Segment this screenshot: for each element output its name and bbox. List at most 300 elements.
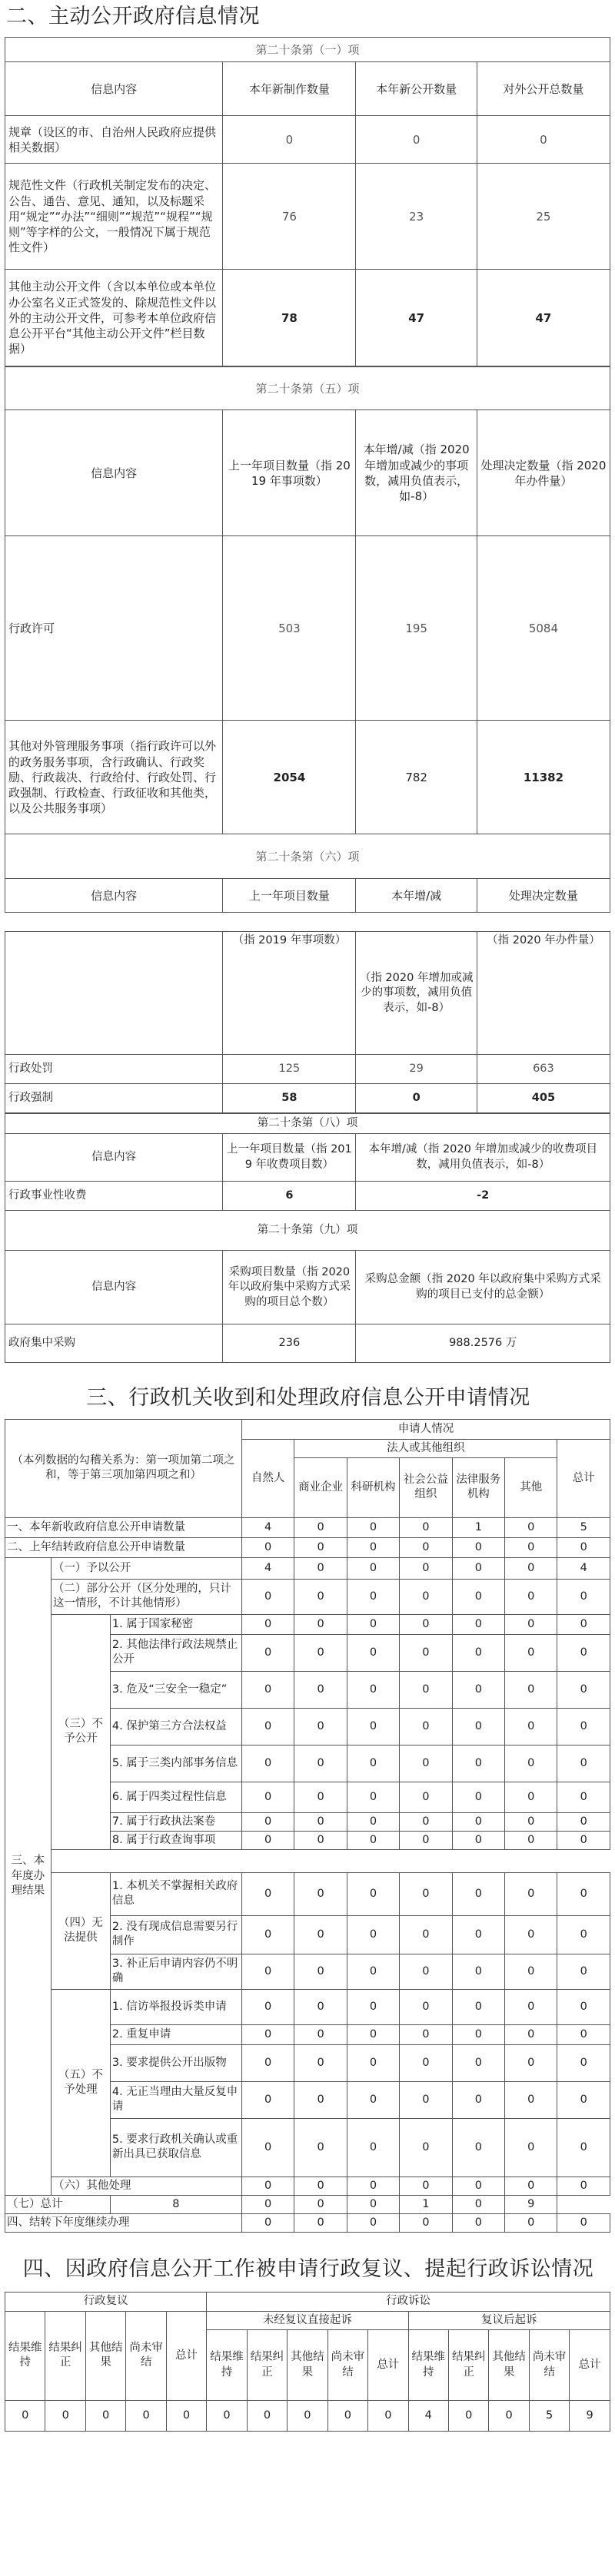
cell-value: 0 <box>400 1708 452 1745</box>
cell-value: 0 <box>452 2177 504 2195</box>
cell-value: 0 <box>400 2118 452 2177</box>
cell-value: 47 <box>477 270 610 366</box>
cell-value: 0 <box>452 2081 504 2118</box>
cell-value: 0 <box>505 2213 557 2232</box>
cell-value: 0 <box>477 116 610 164</box>
cell-value: 0 <box>557 1745 610 1782</box>
col-header: 本年新制作数量 <box>223 62 356 116</box>
cell-value: 0 <box>400 1517 452 1537</box>
review-sub-header: 结果维持 <box>5 2311 45 2401</box>
cell-value: 0 <box>241 1634 294 1671</box>
cell-value: 0 <box>241 2213 294 2232</box>
cell-value: 0 <box>557 1782 610 1812</box>
cell-value: 0 <box>505 1634 557 1671</box>
cell-value: 0 <box>452 1872 504 1915</box>
row-label: 6. 属于四类过程性信息 <box>110 1782 241 1812</box>
row-label: 3. 补正后申请内容仍不明确 <box>110 1954 241 1989</box>
cell-value: 0 <box>294 1579 347 1614</box>
cell-value: 0 <box>557 1634 610 1671</box>
after-review-header: 复议后起诉 <box>408 2311 610 2330</box>
review-sub-header: 结果纠正 <box>45 2311 85 2401</box>
cell-value: 0 <box>505 1614 557 1634</box>
col-header: 处理决定数量（指 2020 年办件量） <box>477 410 610 536</box>
cell-value: 0 <box>505 1915 557 1954</box>
cell-value: 23 <box>356 164 477 270</box>
lit-sub-header: 结果纠正 <box>247 2330 287 2401</box>
cell-value: 0 <box>347 1831 399 1849</box>
cell-value: 0 <box>241 2081 294 2118</box>
cell-value: 0 <box>557 2177 610 2195</box>
lit-sub-header: 尚未审结 <box>529 2330 569 2401</box>
cell-value: 0 <box>452 1537 504 1557</box>
cell-value: 125 <box>223 1055 356 1084</box>
cell-value: 0 <box>452 2044 504 2081</box>
cell-value: 0 <box>347 1614 399 1634</box>
cell-value: 1 <box>400 2195 452 2213</box>
cell-value: 0 <box>247 2401 287 2432</box>
nodisc-group-label: （三）不予公开 <box>51 1614 110 1849</box>
cell-value: 0 <box>356 1084 477 1113</box>
cell-value: 0 <box>241 1915 294 1954</box>
cell-value: 0 <box>294 2024 347 2044</box>
cell-value: 0 <box>557 1614 610 1634</box>
carry-next-year-row <box>5 2213 610 2232</box>
lit-sub-header: 结果维持 <box>207 2330 247 2401</box>
col-header: 对外公开总数量 <box>477 62 610 116</box>
row-label: 3. 危及“三安全一稳定” <box>110 1671 241 1708</box>
cell-value: 0 <box>505 1831 557 1849</box>
cell-value: 0 <box>557 1989 610 2024</box>
cell-value: 0 <box>452 1954 504 1989</box>
cell-value: 0 <box>452 2118 504 2177</box>
cell-value: 0 <box>400 2081 452 2118</box>
cell-value: 0 <box>400 1579 452 1614</box>
col-header: （指 2020 年增加或减少的事项数，减用负值表示，如-8） <box>356 932 477 1055</box>
cell-value: 0 <box>557 1954 610 1989</box>
row-label: 政府集中采购 <box>5 1324 223 1363</box>
cell-value: 0 <box>327 2401 367 2432</box>
cell-value: 0 <box>347 2195 399 2213</box>
cell-value: 0 <box>400 1782 452 1812</box>
cell-value: 0 <box>505 1708 557 1745</box>
cell-value: 0 <box>505 1537 557 1557</box>
section2-title: 二、主动公开政府信息情况 <box>6 5 260 28</box>
cell-value: 0 <box>288 2401 327 2432</box>
row-label: 5. 属于三类内部事务信息 <box>110 1745 241 1782</box>
row-label: 7. 属于行政执法案卷 <box>110 1812 241 1831</box>
cell-value: 1 <box>452 1517 504 1537</box>
total-header: 总计 <box>557 1439 610 1517</box>
cell-value: 0 <box>505 1989 557 2024</box>
noproc-group-label: （五）不予处理 <box>51 1989 110 2177</box>
cell-value: 0 <box>347 1812 399 1831</box>
cell-value: 0 <box>294 2213 347 2232</box>
col-header: 信息内容 <box>5 62 223 116</box>
cell-value: 25 <box>477 164 610 270</box>
cell-value: 0 <box>294 1671 347 1708</box>
cell-value: 0 <box>294 1614 347 1634</box>
total-row <box>5 2195 610 2213</box>
org-col-header: 法律服务机构 <box>452 1457 504 1517</box>
cell-value: 0 <box>452 1989 504 2024</box>
cell-value: 988.2576 万 <box>356 1324 610 1363</box>
other-handling-row <box>5 2177 610 2195</box>
cell-value: 0 <box>347 1954 399 1989</box>
cell-value: 0 <box>452 1579 504 1614</box>
unable-group-label: （四）无法提供 <box>51 1872 110 1989</box>
cell-value: 0 <box>505 2177 557 2195</box>
cell-value: 0 <box>241 2177 294 2195</box>
row-label: 4. 保护第三方合法权益 <box>110 1708 241 1745</box>
cell-value: 0 <box>557 1915 610 1954</box>
cell-value: 0 <box>347 1517 399 1537</box>
col-header: 处理决定数量 <box>477 879 610 913</box>
row-label: 2. 其他法律行政法规禁止公开 <box>110 1634 241 1671</box>
cell-value: 0 <box>241 1812 294 1831</box>
cell-value: 0 <box>241 1782 294 1812</box>
cell-value: 0 <box>400 1614 452 1634</box>
cell-value: 0 <box>241 2024 294 2044</box>
col-header: 信息内容 <box>5 1134 223 1182</box>
row-label: 行政强制 <box>5 1084 223 1113</box>
art20-8-header: 第二十条第（八）项 <box>5 1114 610 1134</box>
lit-sub-header: 其他结果 <box>288 2330 327 2401</box>
cell-value: 0 <box>294 1634 347 1671</box>
cell-value: 0 <box>241 1831 294 1849</box>
cell-value: 0 <box>400 1831 452 1849</box>
cell-value: 9 <box>505 2195 557 2213</box>
cell-value: 0 <box>347 1989 399 2024</box>
cell-value: 0 <box>400 1745 452 1782</box>
lit-sub-header: 结果维持 <box>408 2330 448 2401</box>
cell-value: 78 <box>223 270 356 366</box>
cell-value: 0 <box>452 1782 504 1812</box>
cell-value: 0 <box>505 2118 557 2177</box>
cell-value: 0 <box>241 1579 294 1614</box>
cell-value: 4 <box>241 1557 294 1579</box>
row-label: 一、本年新收政府信息公开申请数量 <box>5 1517 242 1537</box>
legal-org-header: 法人或其他组织 <box>294 1439 557 1457</box>
cell-value: 0 <box>452 1557 504 1579</box>
cell-value: 0 <box>505 1745 557 1782</box>
cell-value: 0 <box>241 1872 294 1915</box>
result-row <box>5 1872 610 1915</box>
cell-value: 0 <box>452 2024 504 2044</box>
cell-value: 76 <box>223 164 356 270</box>
cell-value: 0 <box>452 1634 504 1671</box>
cell-value: 0 <box>557 1671 610 1708</box>
cell-value: 29 <box>356 1055 477 1084</box>
group-label: 三、本年度办理结果 <box>5 1557 52 2195</box>
cell-value: 0 <box>400 1989 452 2024</box>
cell-value: 0 <box>400 2024 452 2044</box>
cell-value: 0 <box>223 116 356 164</box>
cell-value: 0 <box>347 1579 399 1614</box>
row-label: （二）部分公开（区分处理的，只计这一情形，不计其他情形） <box>51 1579 241 1614</box>
cell-value: 0 <box>294 1708 347 1745</box>
cell-value: 0 <box>347 1708 399 1745</box>
cell-value: 0 <box>347 2024 399 2044</box>
cell-value: 0 <box>505 1782 557 1812</box>
cell-value: 0 <box>347 1557 399 1579</box>
cell-value: 4 <box>241 1517 294 1537</box>
cell-value: 0 <box>294 1831 347 1849</box>
cell-value: 0 <box>294 1745 347 1782</box>
cell-value: 58 <box>223 1084 356 1113</box>
row-label: 3. 要求提供公开出版物 <box>110 2044 241 2081</box>
cell-value: 0 <box>400 2177 452 2195</box>
art20-1-header: 第二十条第（一）项 <box>5 38 610 62</box>
cell-value: 0 <box>400 1915 452 1954</box>
cell-value: 4 <box>557 1557 610 1579</box>
art20-6-header: 第二十条第（六）项 <box>5 834 610 879</box>
applicant-header: 申请人情况 <box>241 1419 610 1439</box>
row-label: 5. 要求行政机关确认或重新出具已获取信息 <box>110 2118 241 2177</box>
lit-sub-header: 结果纠正 <box>448 2330 488 2401</box>
review-sub-header: 其他结果 <box>85 2311 125 2401</box>
cell-value: 0 <box>347 1537 399 1557</box>
col-header: （指 2020 年办件量） <box>477 932 610 1055</box>
result-row <box>5 1579 610 1614</box>
cell-value: 0 <box>505 1557 557 1579</box>
col-header: 上一年项目数量 <box>223 879 356 913</box>
cell-value: 0 <box>294 2118 347 2177</box>
cell-value: 0 <box>347 1915 399 1954</box>
cell-value: 405 <box>477 1084 610 1113</box>
cell-value: 0 <box>356 116 477 164</box>
art20-9-header: 第二十条第（九）项 <box>5 1211 610 1251</box>
row-label: 规章（设区的市、自治州人民政府应提供相关数据） <box>5 116 223 164</box>
col-header: 信息内容 <box>5 879 223 913</box>
cell-value: 0 <box>452 2195 504 2213</box>
col-header: 本年增/减（指 2020 年增加或减少的事项数，减用负值表示，如-8） <box>356 410 477 536</box>
cell-value: 5 <box>557 1517 610 1537</box>
lit-sub-header: 尚未审结 <box>327 2330 367 2401</box>
row-label: 行政处罚 <box>5 1055 223 1084</box>
review-sub-header: 尚未审结 <box>126 2311 166 2401</box>
cell-value: 0 <box>347 2118 399 2177</box>
litigation-header: 行政诉讼 <box>207 2293 610 2312</box>
cell-value: 0 <box>241 2118 294 2177</box>
col-header: 信息内容 <box>5 1251 223 1324</box>
col-header: 本年增/减（指 2020 年增加或减少的收费项目数，减用负值表示，如-8） <box>356 1134 610 1182</box>
cell-value: 0 <box>241 1954 294 1989</box>
cell-value: 0 <box>294 1557 347 1579</box>
section3-title: 三、行政机关收到和处理政府信息公开申请情况 <box>86 1386 530 1411</box>
cell-value: 0 <box>505 1812 557 1831</box>
cell-value: 0 <box>452 1671 504 1708</box>
row-label: 1. 属于国家秘密 <box>110 1614 241 1634</box>
cell-value: 0 <box>347 1782 399 1812</box>
row-label: 二、上年结转政府信息公开申请数量 <box>5 1537 242 1557</box>
row-label: 1. 信访举报投诉类申请 <box>110 1989 241 2024</box>
row-label: 其他主动公开文件（含以本单位或本单位办公室名义正式签发的、除规范性文件以外的主动公开文件，可参考本单位政府信息公开平台“其他主动公开文件”栏目数据） <box>5 270 223 366</box>
col-header: 信息内容 <box>5 410 223 536</box>
cell-value: 0 <box>166 2401 206 2432</box>
cell-value: 503 <box>223 536 356 721</box>
table-note: （本列数据的勾稽关系为：第一项加第二项之和，等于第三项加第四项之和） <box>5 1419 242 1517</box>
cell-value: 0 <box>557 1812 610 1831</box>
cell-value: 11382 <box>477 721 610 834</box>
cell-value: 0 <box>241 1671 294 1708</box>
cell-value: 0 <box>400 2213 452 2232</box>
cell-value: 0 <box>347 2044 399 2081</box>
cell-value: 5 <box>529 2401 569 2432</box>
col-header: 本年新公开数量 <box>356 62 477 116</box>
cell-value: 0 <box>557 2044 610 2081</box>
cell-value: 0 <box>400 1634 452 1671</box>
col-header: 本年增/减 <box>356 879 477 913</box>
row-label: 2. 重复申请 <box>110 2024 241 2044</box>
col-header: （指 2019 年事项数） <box>223 932 356 1055</box>
row-label: （七）总计 <box>5 2195 111 2213</box>
cell-value: 0 <box>294 1872 347 1915</box>
cell-value: 4 <box>408 2401 448 2432</box>
cell-value: 0 <box>557 1708 610 1745</box>
cell-value: 0 <box>347 1872 399 1915</box>
cell-value: 0 <box>126 2401 166 2432</box>
cell-value: 0 <box>241 2044 294 2081</box>
art20-1-table <box>5 37 610 366</box>
cell-value: 195 <box>356 536 477 721</box>
cell-value: 0 <box>347 1634 399 1671</box>
cell-value: 5084 <box>477 536 610 721</box>
cell-value: 0 <box>294 1812 347 1831</box>
row-label: 行政许可 <box>5 536 223 721</box>
cell-value: 0 <box>294 1517 347 1537</box>
row-label: 1. 本机关不掌握相关政府信息 <box>110 1872 241 1915</box>
art20-5-table <box>5 366 610 913</box>
lit-sub-header: 其他结果 <box>489 2330 529 2401</box>
cell-value: 0 <box>400 2044 452 2081</box>
cell-value: 0 <box>452 1614 504 1634</box>
cell-value: 0 <box>45 2401 85 2432</box>
application-table <box>5 1419 610 2233</box>
cell-value: 0 <box>241 1745 294 1782</box>
cell-value: 0 <box>557 1831 610 1849</box>
cell-value: 0 <box>505 1671 557 1708</box>
cell-value: 0 <box>400 1954 452 1989</box>
cell-value: 0 <box>294 2081 347 2118</box>
cell-value: 8 <box>110 2195 241 2213</box>
cell-value: 0 <box>557 1579 610 1614</box>
result-row <box>5 1614 610 1634</box>
carried-over-row <box>5 1537 610 1557</box>
cell-value: 0 <box>347 2213 399 2232</box>
result-row <box>5 1557 610 1579</box>
direct-suit-header: 未经复议直接起诉 <box>207 2311 408 2330</box>
cell-value: 0 <box>241 1614 294 1634</box>
cell-value: 0 <box>294 2195 347 2213</box>
cell-value: 0 <box>505 1954 557 1989</box>
review-header: 行政复议 <box>5 2293 207 2312</box>
cell-value: 0 <box>452 1831 504 1849</box>
cell-value: 0 <box>448 2401 488 2432</box>
cell-value: 0 <box>505 1579 557 1614</box>
cell-value: -2 <box>356 1182 610 1211</box>
cell-value: 0 <box>400 1557 452 1579</box>
cell-value: 0 <box>368 2401 408 2432</box>
cell-value: 0 <box>557 2024 610 2044</box>
new-applications-row <box>5 1517 610 1537</box>
cell-value: 236 <box>223 1324 356 1363</box>
cell-value: 0 <box>452 1812 504 1831</box>
cell-value: 0 <box>400 1537 452 1557</box>
cell-value: 0 <box>241 2195 294 2213</box>
cell-value: 663 <box>477 1055 610 1084</box>
cell-value: 782 <box>356 721 477 834</box>
row-label: 其他对外管理服务事项（指行政许可以外的政务服务事项，含行政确认、行政奖励、行政裁决、行政给付、行政处罚、行政强制、行政检查、行政征收和其他类，以及公共服务事项） <box>5 721 223 834</box>
col-header: 上一年项目数量（指 2019 年收费项目数） <box>223 1134 356 1182</box>
cell-value: 0 <box>347 1671 399 1708</box>
org-col-header: 其他 <box>505 1457 557 1517</box>
cell-value: 0 <box>557 2118 610 2177</box>
row-label: （六）其他处理 <box>51 2177 241 2195</box>
cell-value: 0 <box>294 2044 347 2081</box>
natural-person-header: 自然人 <box>241 1439 294 1517</box>
cell-value: 0 <box>400 1812 452 1831</box>
cell-value: 0 <box>452 1708 504 1745</box>
cell-value: 0 <box>294 1537 347 1557</box>
cell-value: 0 <box>489 2401 529 2432</box>
row-label: 行政事业性收费 <box>5 1182 223 1211</box>
cell-value: 0 <box>294 1954 347 1989</box>
col-header: 采购总金额（指 2020 年以政府集中采购方式采购的项目已支付的总金额） <box>356 1251 610 1324</box>
art20-6-table <box>5 931 610 1113</box>
art20-8-table <box>5 1113 610 1363</box>
cell-value: 9 <box>570 2401 610 2432</box>
cell-value: 0 <box>241 1537 294 1557</box>
cell-value: 0 <box>505 2024 557 2044</box>
cell-value: 0 <box>557 2213 610 2232</box>
art20-5-header: 第二十条第（五）项 <box>5 367 610 410</box>
org-col-header: 商业企业 <box>294 1457 347 1517</box>
page-break <box>5 1849 610 1872</box>
cell-value: 0 <box>85 2401 125 2432</box>
result-row <box>5 1989 610 2024</box>
cell-value: 0 <box>505 1872 557 1915</box>
cell-value: 0 <box>400 1671 452 1708</box>
cell-value: 0 <box>5 2401 45 2432</box>
review-sub-header: 总计 <box>166 2311 206 2401</box>
row-label: 4. 无正当理由大量反复申请 <box>110 2081 241 2118</box>
cell-value: 0 <box>347 2177 399 2195</box>
row-label: 四、结转下年度继续办理 <box>5 2213 242 2232</box>
col-header: 采购项目数量（指 2020 年以政府集中采购方式采购的项目总个数） <box>223 1251 356 1324</box>
cell-value: 0 <box>241 1989 294 2024</box>
row-label: 8. 属于行政查询事项 <box>110 1831 241 1849</box>
review-litigation-table <box>5 2292 610 2432</box>
row-label: 2. 没有现成信息需要另行制作 <box>110 1915 241 1954</box>
cell-value: 0 <box>505 2081 557 2118</box>
cell-value: 0 <box>241 1708 294 1745</box>
cell-value: 0 <box>347 2081 399 2118</box>
cell-value: 0 <box>557 1872 610 1915</box>
lit-sub-header: 总计 <box>368 2330 408 2401</box>
cell-value: 0 <box>557 1537 610 1557</box>
lit-sub-header: 总计 <box>570 2330 610 2401</box>
cell-value: 0 <box>452 1915 504 1954</box>
col-header <box>5 932 223 1055</box>
cell-value: 0 <box>505 2044 557 2081</box>
cell-value: 0 <box>452 1745 504 1782</box>
cell-value: 0 <box>207 2401 247 2432</box>
org-col-header: 科研机构 <box>347 1457 399 1517</box>
cell-value: 6 <box>223 1182 356 1211</box>
cell-value: 0 <box>294 1915 347 1954</box>
cell-value: 2054 <box>223 721 356 834</box>
cell-value: 47 <box>356 270 477 366</box>
